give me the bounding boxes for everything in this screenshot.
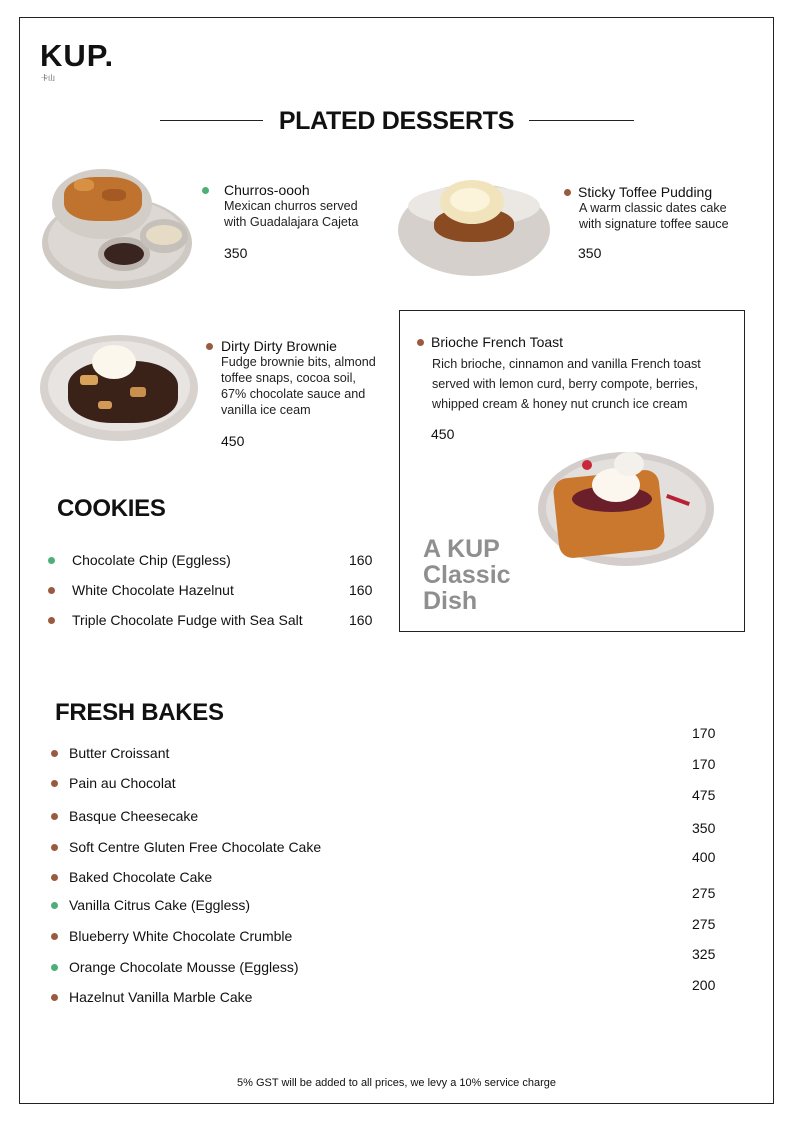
item-name: Orange Chocolate Mousse (Eggless): [69, 959, 299, 975]
item-name: White Chocolate Hazelnut: [72, 582, 234, 598]
cookie-price: 160: [349, 552, 373, 568]
item-price: 350: [224, 245, 248, 261]
bake-item: [51, 808, 198, 824]
bake-item: [51, 897, 250, 913]
brioche-photo: [538, 448, 716, 568]
veg-dot-icon: [202, 187, 209, 194]
non-veg-dot-icon: [51, 813, 58, 820]
veg-dot-icon: [51, 964, 58, 971]
bake-price: 170: [692, 725, 716, 741]
non-veg-dot-icon: [564, 189, 571, 196]
bake-item: [51, 989, 252, 1005]
non-veg-dot-icon: [51, 780, 58, 787]
bake-price: 475: [692, 787, 716, 803]
bake-item: [51, 839, 321, 855]
non-veg-dot-icon: [51, 933, 58, 940]
non-veg-dot-icon: [51, 874, 58, 881]
item-description: Mexican churros served with Guadalajara Cajeta: [224, 199, 359, 229]
non-veg-dot-icon: [51, 994, 58, 1001]
brand-logo: KUP.: [40, 38, 115, 73]
bake-item: [51, 869, 212, 885]
brand-subtitle: 卡山: [41, 75, 55, 82]
item-name: Sticky Toffee Pudding: [578, 184, 713, 200]
cookie-price: 160: [349, 612, 373, 628]
cookie-item: [48, 582, 388, 598]
bake-price: 325: [692, 946, 716, 962]
bake-price: 275: [692, 885, 716, 901]
churros-photo: [40, 165, 195, 295]
item-name: Hazelnut Vanilla Marble Cake: [69, 989, 253, 1005]
non-veg-dot-icon: [48, 617, 55, 624]
bake-item: [51, 959, 299, 975]
veg-dot-icon: [48, 557, 55, 564]
item-name: Basque Cheesecake: [69, 808, 199, 824]
item-name: Churros-oooh: [224, 182, 310, 198]
title-rule-right: [529, 120, 634, 121]
bake-price: 400: [692, 849, 716, 865]
sticky-toffee-photo: [398, 178, 550, 278]
item-name: Butter Croissant: [69, 745, 170, 761]
item-name: Triple Chocolate Fudge with Sea Salt: [72, 612, 303, 628]
item-price: 450: [431, 426, 455, 442]
non-veg-dot-icon: [48, 587, 55, 594]
item-name: Pain au Chocolat: [69, 775, 176, 791]
item-name: Brioche French Toast: [431, 334, 564, 350]
item-description: A warm classic dates cake with signature toffee sauce: [579, 201, 729, 231]
item-description: Rich brioche, cinnamon and vanilla French toast served with lemon curd, berry compote, berries, whipped cream & honey nut crunch ice cream: [432, 357, 701, 411]
item-price: 350: [578, 245, 602, 261]
non-veg-dot-icon: [206, 343, 213, 350]
item-name: Blueberry White Chocolate Crumble: [69, 928, 293, 944]
non-veg-dot-icon: [417, 339, 424, 346]
bake-price: 170: [692, 756, 716, 772]
non-veg-dot-icon: [51, 750, 58, 757]
bake-price: 200: [692, 977, 716, 993]
plated-desserts-title: PLATED DESSERTS: [278, 107, 515, 135]
item-name: Baked Chocolate Cake: [69, 869, 213, 885]
brownie-photo: [40, 335, 200, 443]
non-veg-dot-icon: [51, 844, 58, 851]
bake-item: [51, 928, 292, 944]
item-name: Dirty Dirty Brownie: [221, 338, 337, 354]
item-name: Vanilla Citrus Cake (Eggless): [69, 897, 251, 913]
fresh-bakes-title: FRESH BAKES: [55, 699, 224, 726]
item-name: Chocolate Chip (Eggless): [72, 552, 231, 568]
cookies-title: COOKIES: [57, 495, 166, 522]
item-description: Fudge brownie bits, almond toffee snaps, cocoa soil, 67% chocolate sauce and vanilla ice ceam: [221, 355, 376, 417]
classic-dish-label: A KUP Classic Dish: [423, 535, 511, 615]
item-price: 450: [221, 433, 245, 449]
bake-item: [51, 775, 176, 791]
veg-dot-icon: [51, 902, 58, 909]
bake-price: 350: [692, 820, 716, 836]
bake-price: 275: [692, 916, 716, 932]
item-name: Soft Centre Gluten Free Chocolate Cake: [69, 839, 322, 855]
bake-item: [51, 745, 169, 761]
tax-footer-note: 5% GST will be added to all prices, we levy a 10% service charge: [237, 1077, 556, 1089]
cookie-price: 160: [349, 582, 373, 598]
cookie-item: [48, 612, 388, 628]
cookie-item: [48, 552, 388, 568]
